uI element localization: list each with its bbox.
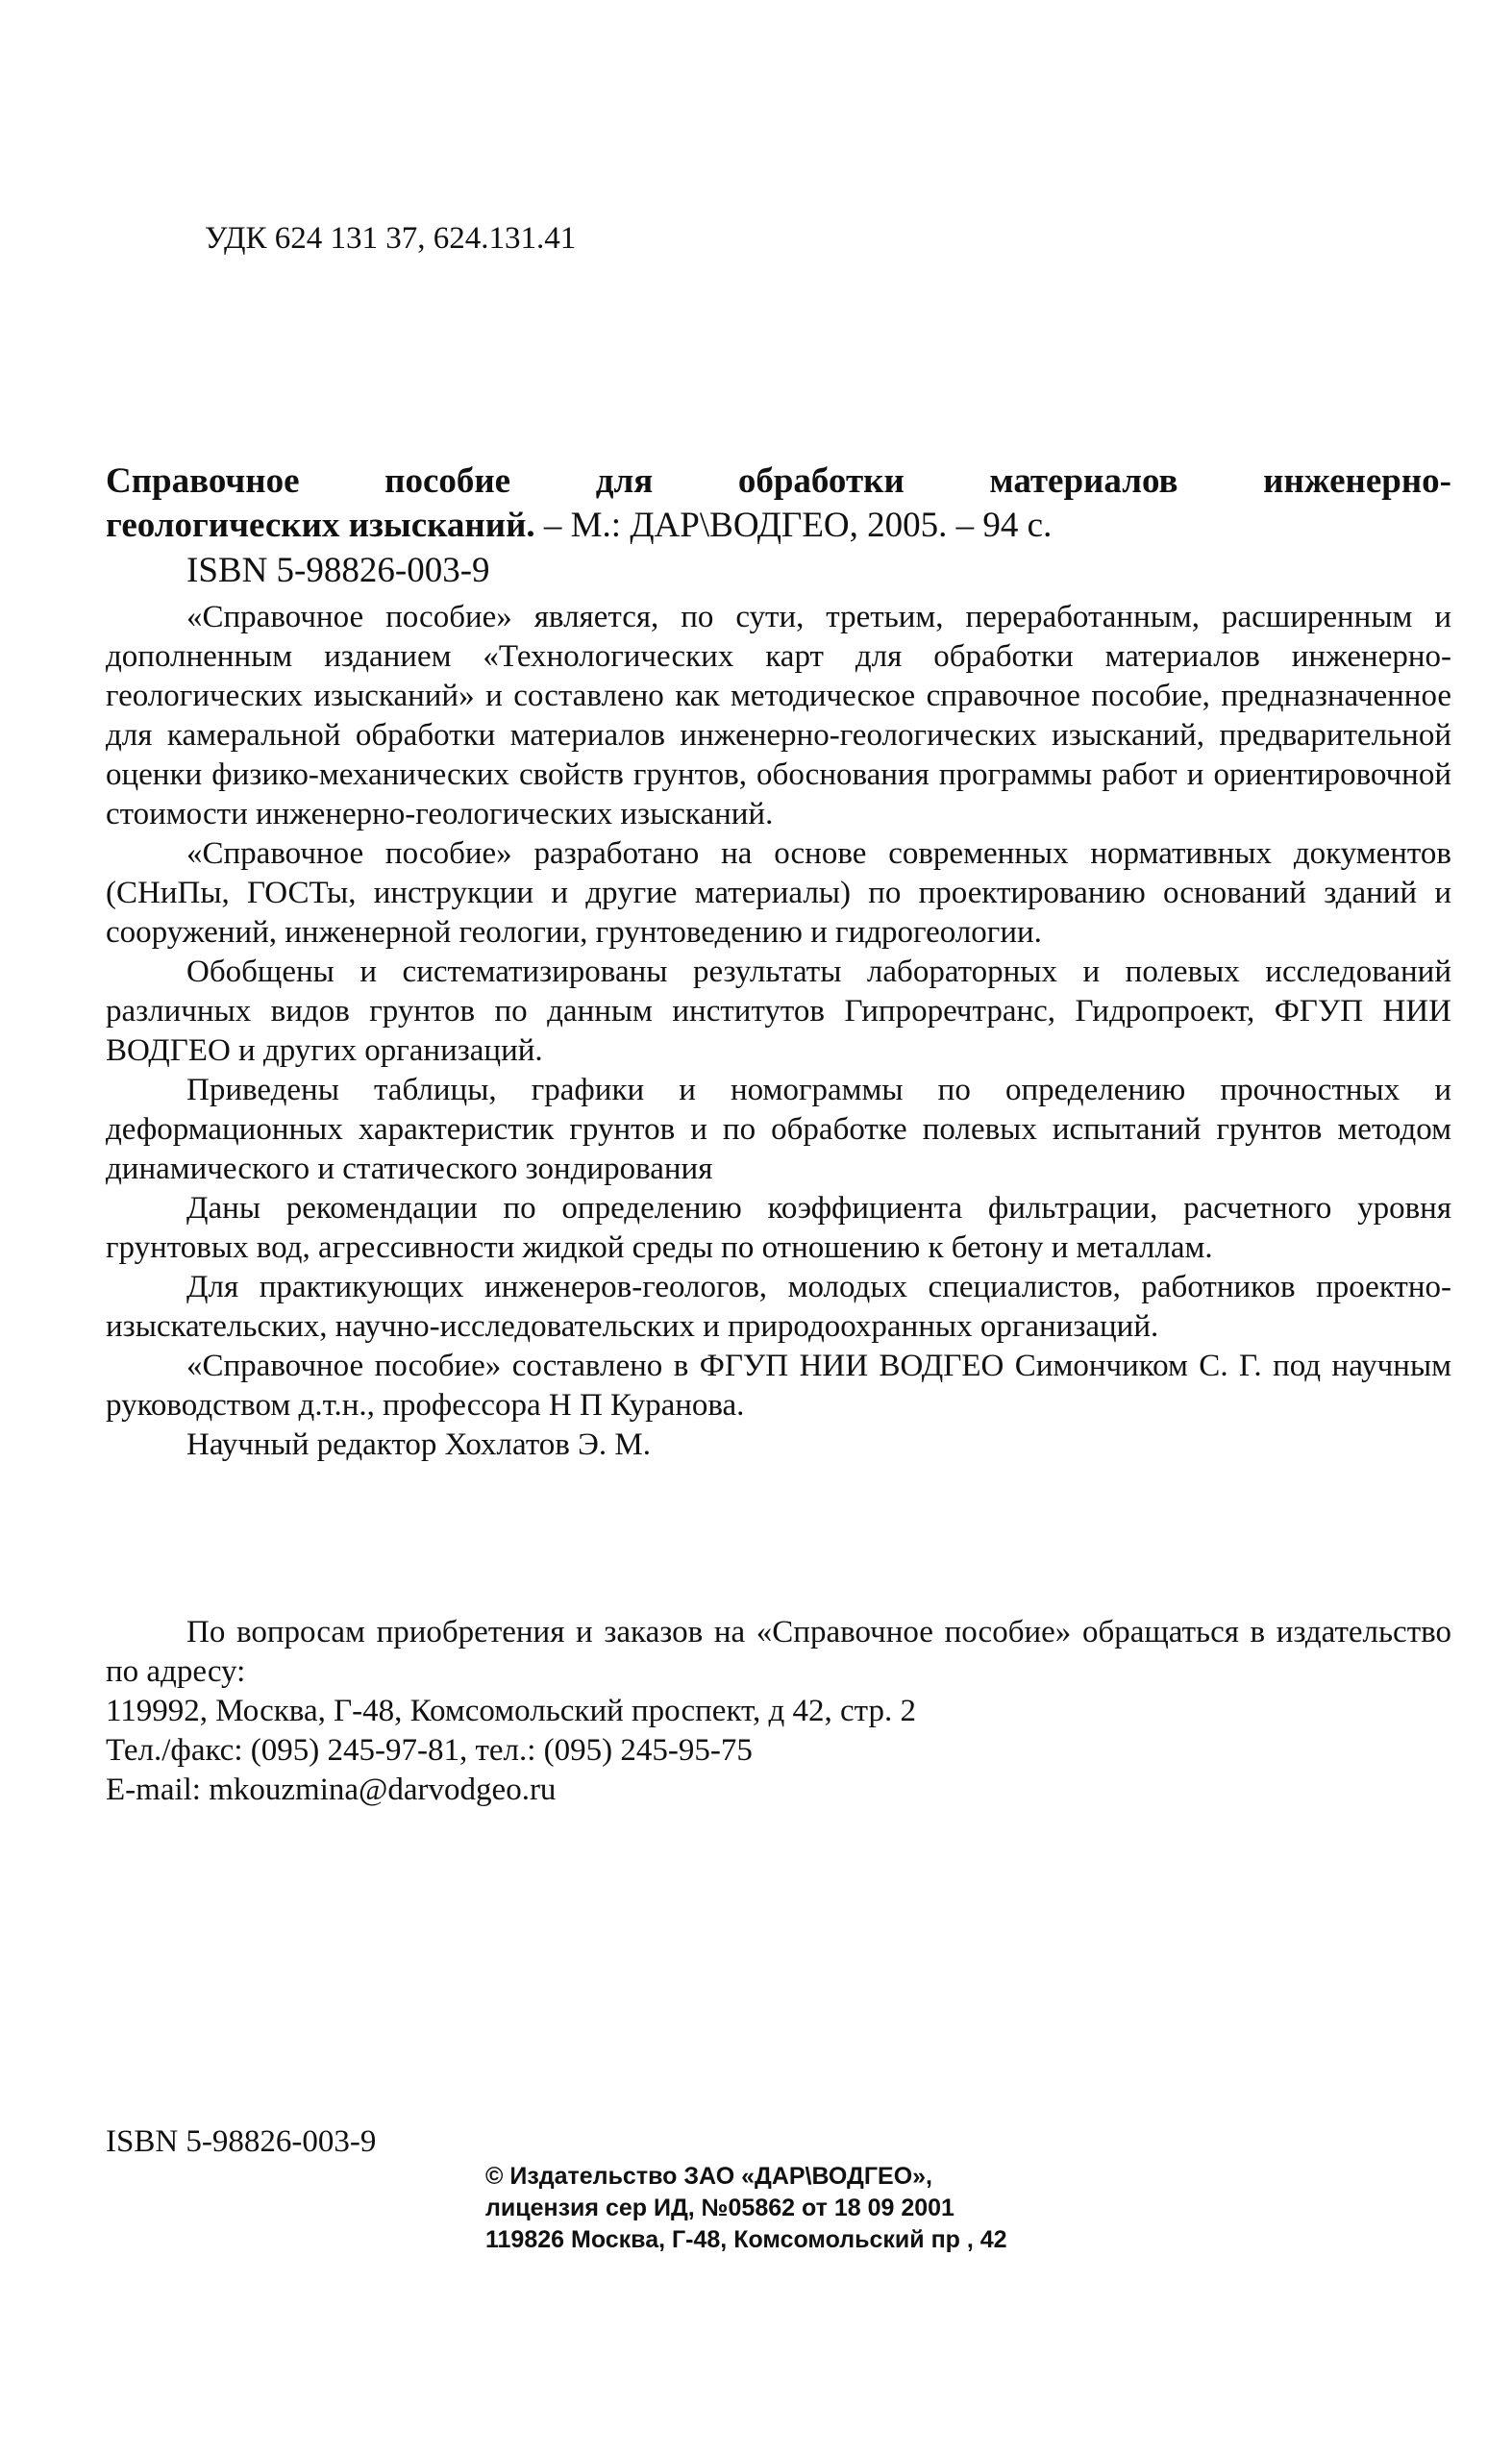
paragraph-audience: Для практикующих инженеров-геологов, молодых специалистов, работников проектно-изыскательских, научно-исследовательских и природоохранных организаций. [106,1270,1451,1344]
paragraph-basis: «Справочное пособие» разработано на основе современных нормативных документов (СНиПы, ГОСТы, инструкции и другие материалы) по проектированию оснований зданий и сооружений, инженерной геологии, грунтоведению и гидрогеологии. [106,836,1451,950]
publication-info: – М.: ДАР\ВОДГЕО, 2005. – 94 с. [534,506,1053,545]
paragraph-description: «Справочное пособие» является, по сути, третьим, переработанным, расширенным и дополненным изданием «Технологических карт для обработки материалов инженерно-геологических изысканий» и составлено как методическое справочное пособие, предназначенное для камеральной обработки материалов инженерно-геологических изысканий, предварительной оценки физико-механических свойств грунтов, обоснования программы работ и ориентировочной стоимости инженерно-геологических изысканий. [106,600,1451,831]
paragraph-results: Обобщены и систематизированы результаты лабораторных и полевых исследований различных видов грунтов по данным институтов Гипроречтранс, Гидропроект, ФГУП НИИ ВОДГЕО и других организаций. [106,955,1451,1068]
udk-code: УДК 624 131 37, 624.131.41 [205,221,577,256]
contacts-phone: Тел./факс: (095) 245-97-81, тел.: (095) 245-95-75 [106,1733,753,1768]
book-title-bold-part: геологических изысканий. [106,506,535,545]
paragraph-tables: Приведены таблицы, графики и номограммы по определению прочностных и деформационных характеристик грунтов и по обработке полевых испытаний грунтов методом динамического и статического зондирования [106,1073,1451,1186]
paragraph-recommendations: Даны рекомендации по определению коэффициента фильтрации, расчетного уровня грунтовых вод, агрессивности жидкой среды по отношению к бетону и металлам. [106,1191,1451,1265]
paragraph-editor: Научный редактор Хохлатов Э. М. [186,1427,652,1462]
main-text-block [106,459,1451,1465]
book-title-line-1: Справочное пособие для обработки материалов инженерно- [106,461,1451,501]
copyright-block [485,2161,1007,2256]
copyright-line-3: 119826 Москва, Г-48, Комсомольский пр , 42 [485,2226,1007,2253]
contacts-address: 119992, Москва, Г-48, Комсомольский проспект, д 42, стр. 2 [106,1694,916,1728]
book-title-line-2 [106,504,1451,548]
copyright-line-1: © Издательство ЗАО «ДАР\ВОДГЕО», [485,2163,933,2190]
copyright-line-2: лицензия сер ИД, №05862 от 18 09 2001 [485,2195,954,2221]
contacts-email: E-mail: mkouzmina@darvodgeo.ru [106,1773,557,1807]
contacts-block [106,1613,1451,1810]
isbn-top: ISBN 5-98826-003-9 [186,551,490,590]
contacts-lead: По вопросам приобретения и заказов на «Справочное пособие» обращаться в издательство по адресу: [106,1615,1451,1689]
paragraph-authors: «Справочное пособие» составлено в ФГУП НИИ ВОДГЕО Симончиком С. Г. под научным руководством д.т.н., профессора Н П Куранова. [106,1349,1451,1423]
isbn-bottom: ISBN 5-98826-003-9 [106,2124,377,2159]
